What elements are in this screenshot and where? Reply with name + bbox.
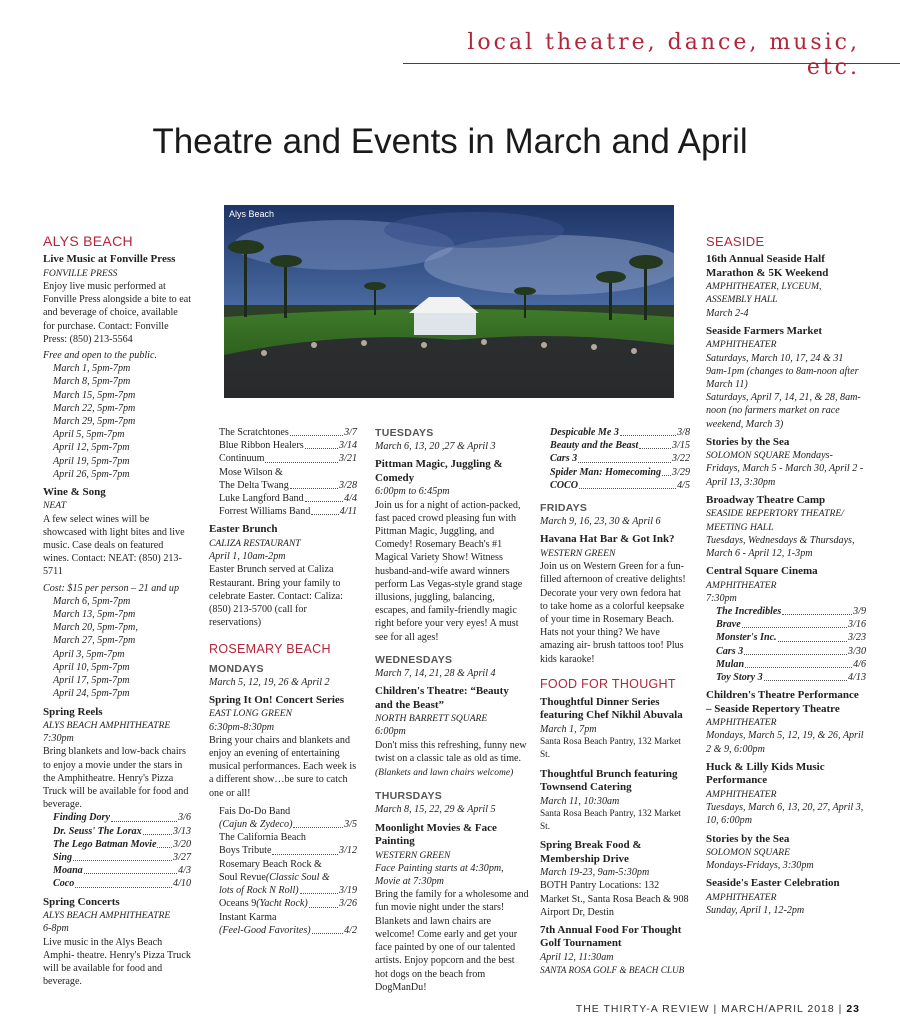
movie-item: Moana 4/3 xyxy=(53,865,191,877)
event-description: Bring the family for a wholesome and fun movie night under the stars! Blankets and lawn chairs are welcome! Come early and get your face painted by one of our talented artists. Enjoy popcorn and the best hot dogs on the beach from DogManDu! xyxy=(375,889,529,993)
band-item: The Scratchtones 3/7 xyxy=(219,427,357,438)
event-description: Join us for a night of action-packed, fast paced crowd pleasing fun with Pittman Magic, Juggling, and Comedy! Rosemary Beach's #1 Magical Variety Show! Witness husband-and-wife award winners perform Las Vegas-style grand stage illusions, juggling, balancing, escapes, and family-friendly magic right before your very eyes! A must see for all ages! xyxy=(375,499,523,643)
act-item: Fais Do-Do Band xyxy=(219,805,291,817)
day-heading: FRIDAYS xyxy=(540,502,588,515)
movie-item: Coco 4/10 xyxy=(53,878,191,890)
day-dates: March 7, 14, 21, 28 & April 4 xyxy=(375,668,496,680)
date-item: April 12, 5pm-7pm xyxy=(53,442,130,454)
event-venue: SANTA ROSA GOLF & BEACH CLUB xyxy=(540,965,685,976)
movie-item: The Lego Batman Movie 3/20 xyxy=(53,838,191,850)
movie-item: Sing 3/27 xyxy=(53,852,191,864)
section-heading: ROSEMARY BEACH xyxy=(209,642,331,657)
movie-item: Dr. Seuss' The Lorax 3/13 xyxy=(53,825,191,837)
date-item: March 29, 5pm-7pm xyxy=(53,415,136,427)
movie-item: Brave 3/16 xyxy=(716,619,866,631)
date-list xyxy=(43,362,191,481)
event-time: Sunday, April 1, 12-2pm xyxy=(706,905,805,917)
event-venue: CALIZA RESTAURANT xyxy=(209,537,301,549)
act-list xyxy=(209,805,357,937)
event-location: Santa Rosa Beach Pantry, 132 Market St. xyxy=(540,808,681,832)
event-title: Moonlight Movies & Face Painting xyxy=(375,821,497,848)
event-venue: WESTERN GREEN xyxy=(540,547,616,559)
band-item: The Delta Twang 3/28 xyxy=(219,479,357,491)
event-venue: SOLOMON SQUARE xyxy=(706,847,790,858)
movie-item: Spider Man: Homecoming 3/29 xyxy=(550,466,690,478)
date-item: April 3, 5pm-7pm xyxy=(53,648,125,660)
act-item: (Cajun & Zydeco) 3/5 xyxy=(219,819,357,831)
event-title: Spring Break Food & Membership Drive xyxy=(540,839,642,865)
event-title: Live Music at Fonville Press xyxy=(43,253,176,266)
event-title: Seaside Farmers Market xyxy=(706,324,823,337)
date-item: March 27, 5pm-7pm xyxy=(53,635,136,647)
event-title: Pittman Magic, Juggling & Comedy xyxy=(375,458,503,484)
event-time: Saturdays, April 7, 14, 21, & 28, 8am-noon (no farmers market on race weekend, March 3) xyxy=(706,392,861,430)
band-item: Luke Langford Band 4/4 xyxy=(219,493,357,505)
event-time: Tuesdays, March 6, 13, 20, 27, April 3, 10, 6:00pm xyxy=(706,802,864,827)
act-item: The California Beach xyxy=(219,832,306,844)
event-time: 6:00pm xyxy=(375,726,406,738)
event-time: March 2-4 xyxy=(706,307,749,319)
day-dates: March 5, 12, 19, 26 & April 2 xyxy=(209,676,330,688)
column-rosemary-food xyxy=(540,426,690,977)
event-title: Spring It On! Concert Series xyxy=(209,693,345,706)
event-venue: AMPHITHEATER xyxy=(706,579,777,591)
event-title: Thoughtful Dinner Series featuring Chef Nikhil Abuvala xyxy=(540,695,683,722)
event-title: Broadway Theatre Camp xyxy=(706,493,826,506)
date-item: April 17, 5pm-7pm xyxy=(53,675,130,687)
event-venue: AMPHITHEATER xyxy=(706,891,777,903)
event-venue: SEASIDE REPERTORY THEATRE/ MEETING HALL xyxy=(706,508,844,533)
event-time: 7:30pm xyxy=(43,733,74,745)
event-note: Free and open to the public. xyxy=(43,349,157,361)
movie-item: Cars 3 3/22 xyxy=(550,453,690,465)
event-title: Wine & Song xyxy=(43,485,106,498)
event-note: (Blankets and lawn chairs welcome) xyxy=(375,768,514,779)
event-title: 16th Annual Seaside Half Marathon & 5K Weekend xyxy=(706,253,829,279)
day-heading: TUESDAYS xyxy=(375,427,434,439)
page-footer xyxy=(560,1003,860,1015)
event-title: Thoughtful Brunch featuring Townsend Catering xyxy=(540,767,678,794)
event-time: 6:30pm-8:30pm xyxy=(209,721,275,733)
date-item: March 13, 5pm-7pm xyxy=(53,609,136,621)
event-venue: AMPHITHEATER, LYCEUM, ASSEMBLY HALL xyxy=(706,281,822,306)
band-item: Mose Wilson & xyxy=(219,466,283,478)
date-item: April 10, 5pm-7pm xyxy=(53,661,130,673)
event-title: Children's Theatre: “Beauty and the Beast” xyxy=(375,685,509,711)
column-rosemary-beach-1 xyxy=(209,426,357,937)
event-venue: WESTERN GREEN xyxy=(375,849,451,861)
movie-item: COCO 4/5 xyxy=(550,479,690,491)
event-description: Live music in the Alys Beach Amphi- theatre. Henry's Pizza Truck will be available for food and beverage. xyxy=(43,936,191,988)
event-description: Bring your chairs and blankets and enjoy an evening of entertaining musical performances. Each week is a different show…be sure to catch one or all! xyxy=(209,734,357,799)
event-title: Spring Concerts xyxy=(43,895,120,908)
event-title: Huck & Lilly Kids Music Performance xyxy=(706,760,825,787)
event-description: A few select wines will be showcased with light bites and live music. Case deals on featured wines. Contact: NEAT: (850) 213-5711 xyxy=(43,513,185,578)
date-item: April 5, 5pm-7pm xyxy=(53,429,125,441)
event-description: Enjoy live music performed at Fonville Press alongside a bite to eat and beverage of choice, available for purchase. Contact: Fonville Press: (850) 213-5564 xyxy=(43,280,192,345)
day-dates: March 8, 15, 22, 29 & April 5 xyxy=(375,804,496,816)
event-time: 6-8pm xyxy=(43,923,69,935)
movie-item: Toy Story 3 4/13 xyxy=(716,672,866,684)
event-time: SOLOMON SQUARE Mondays-Fridays, March 5 - March 30, April 2 - April 13, 3:30pm xyxy=(706,450,864,488)
event-time: 6:00pm to 6:45pm xyxy=(375,486,450,498)
section-heading: ALYS BEACH xyxy=(43,233,133,249)
event-description: Easter Brunch served at Caliza Restaurant. Bring your family to celebrate Easter. Contact: Caliza: (850) 213-5700 (call for reservations) xyxy=(209,564,343,629)
event-time: March 19-23, 9am-5:30pm xyxy=(540,867,650,879)
event-venue: AMPHITHEATER xyxy=(706,339,777,351)
date-item: April 24, 5pm-7pm xyxy=(53,688,130,700)
header-rule xyxy=(403,63,900,64)
event-title: 7th Annual Food For Thought Golf Tournament xyxy=(540,923,682,950)
date-item: March 6, 5pm-7pm xyxy=(53,595,131,607)
event-description: Don't miss this refreshing, funny new twist on a classic tale as old as time. xyxy=(375,739,527,764)
act-item: Oceans 9 (Yacht Rock) 3/26 xyxy=(219,898,357,910)
movie-item: Mulan 4/6 xyxy=(716,658,866,670)
event-venue: NEAT xyxy=(43,500,67,512)
day-heading: THURSDAYS xyxy=(375,790,443,803)
act-item: Instant Karma xyxy=(219,911,277,923)
date-item: March 22, 5pm-7pm xyxy=(53,402,136,414)
page-title: Theatre and Events in March and April xyxy=(152,122,748,161)
movie-list xyxy=(540,426,690,492)
event-time: Mondays-Fridays, 3:30pm xyxy=(706,860,814,872)
event-time: April 1, 10am-2pm xyxy=(209,551,286,563)
event-venue: AMPHITHEATER xyxy=(706,788,777,800)
event-location: Santa Rosa Beach Pantry, 132 Market St. xyxy=(540,737,681,761)
event-time: Mondays, March 5, 12, 19, & 26, April 2 & 9, 6:00pm xyxy=(706,730,864,755)
column-rosemary-beach-2 xyxy=(375,421,529,994)
event-title: Havana Hat Bar & Got Ink? xyxy=(540,533,675,546)
section-header: local theatre, dance, music, etc. xyxy=(467,30,860,80)
event-venue: ALYS BEACH AMPHITHEATRE xyxy=(43,720,171,731)
date-item: April 19, 5pm-7pm xyxy=(53,455,130,467)
band-item: Blue Ribbon Healers 3/14 xyxy=(219,440,357,452)
event-location: BOTH Pantry Locations: 132 Market St., Santa Rosa Beach & 908 Airport Dr, Destin xyxy=(540,880,689,918)
act-item: Rosemary Beach Rock & xyxy=(219,858,322,870)
band-item: Forrest Williams Band 4/11 xyxy=(219,506,357,518)
date-item: April 26, 5pm-7pm xyxy=(53,468,130,480)
event-venue: ALYS BEACH AMPHITHEATRE xyxy=(43,910,171,922)
movie-item: Monster's Inc. 3/23 xyxy=(716,632,866,644)
act-item: Soul Revue (Classic Soul & xyxy=(219,871,330,883)
act-item: lots of Rock N Roll) 3/19 xyxy=(219,885,357,897)
movie-item: Finding Dory 3/6 xyxy=(53,812,191,824)
event-title: Easter Brunch xyxy=(209,523,278,536)
event-title: Stories by the Sea xyxy=(706,435,790,448)
act-item: Boys Tribute 3/12 xyxy=(219,845,357,857)
column-seaside xyxy=(706,233,866,917)
date-item: March 1, 5pm-7pm xyxy=(53,363,131,375)
event-title: Children's Theatre Performance – Seaside Repertory Theatre xyxy=(706,689,859,715)
movie-item: Cars 3 3/30 xyxy=(716,645,866,657)
event-time: Tuesdays, Wednesdays & Thursdays, March 6 - April 12, 1-3pm xyxy=(706,534,855,559)
section-heading: FOOD FOR THOUGHT xyxy=(540,676,676,691)
event-title: Stories by the Sea xyxy=(706,832,790,845)
event-venue: AMPHITHEATER xyxy=(706,717,777,729)
event-venue: FONVILLE PRESS xyxy=(43,267,118,279)
date-item: March 8, 5pm-7pm xyxy=(53,376,131,388)
day-dates: March 6, 13, 20 ,27 & April 3 xyxy=(375,441,496,453)
event-title: Seaside's Easter Celebration xyxy=(706,877,840,890)
photo-caption: Alys Beach xyxy=(229,209,275,219)
date-list xyxy=(43,595,191,701)
footer-publication: THE THIRTY-A REVIEW | MARCH/APRIL 2018 | xyxy=(575,1003,847,1015)
event-time: 7:30pm xyxy=(706,592,737,604)
day-dates: March 9, 16, 23, 30 & April 6 xyxy=(540,516,661,528)
band-list xyxy=(209,426,357,518)
event-time: April 12, 11:30am xyxy=(540,951,614,963)
event-time: March 11, 10:30am xyxy=(540,795,620,807)
event-time: Face Painting starts at 4:30pm, Movie at 7:30pm xyxy=(375,862,504,888)
date-item: March 15, 5pm-7pm xyxy=(53,389,136,401)
page-number: 23 xyxy=(846,1003,860,1015)
event-photo xyxy=(224,205,674,398)
event-description: Bring blankets and low-back chairs to enjoy a movie under the stars in the Amphitheatre. Henry's Pizza Truck will be available for food and beverage. xyxy=(43,746,189,811)
day-heading: WEDNESDAYS xyxy=(375,653,453,666)
movie-list xyxy=(43,811,191,890)
event-venue: EAST LONG GREEN xyxy=(209,708,292,720)
event-time: March 1, 7pm xyxy=(540,723,597,735)
date-item: March 20, 5pm-7pm, xyxy=(53,622,138,634)
event-title: Central Square Cinema xyxy=(706,565,818,578)
event-note: Cost: $15 per person – 21 and up xyxy=(43,582,179,594)
event-description: Join us on Western Green for a fun- filled afternoon of creative delights! Decorate your very own fedora hat to take home as a colorful keepsake of your time in Rosemary Beach. Hats not your thing? We have amazing air- brush tattoos too! Plus kids karaoke! xyxy=(540,561,686,665)
movie-list xyxy=(706,605,866,684)
column-alys-beach xyxy=(43,233,191,988)
event-title: Spring Reels xyxy=(43,705,103,718)
act-item: (Feel-Good Favorites) 4/2 xyxy=(219,924,357,936)
band-item: Continuum 3/21 xyxy=(219,453,357,465)
movie-item: The Incredibles 3/9 xyxy=(716,606,866,618)
day-heading: MONDAYS xyxy=(209,662,264,675)
movie-item: Beauty and the Beast 3/15 xyxy=(550,440,690,452)
event-venue: NORTH BARRETT SQUARE xyxy=(375,713,488,725)
event-time: Saturdays, March 10, 17, 24 & 31 9am-1pm (changes to 8am-noon after March 11) xyxy=(706,352,859,390)
section-heading: SEASIDE xyxy=(706,234,765,249)
movie-item: Despicable Me 3 3/8 xyxy=(550,427,690,438)
